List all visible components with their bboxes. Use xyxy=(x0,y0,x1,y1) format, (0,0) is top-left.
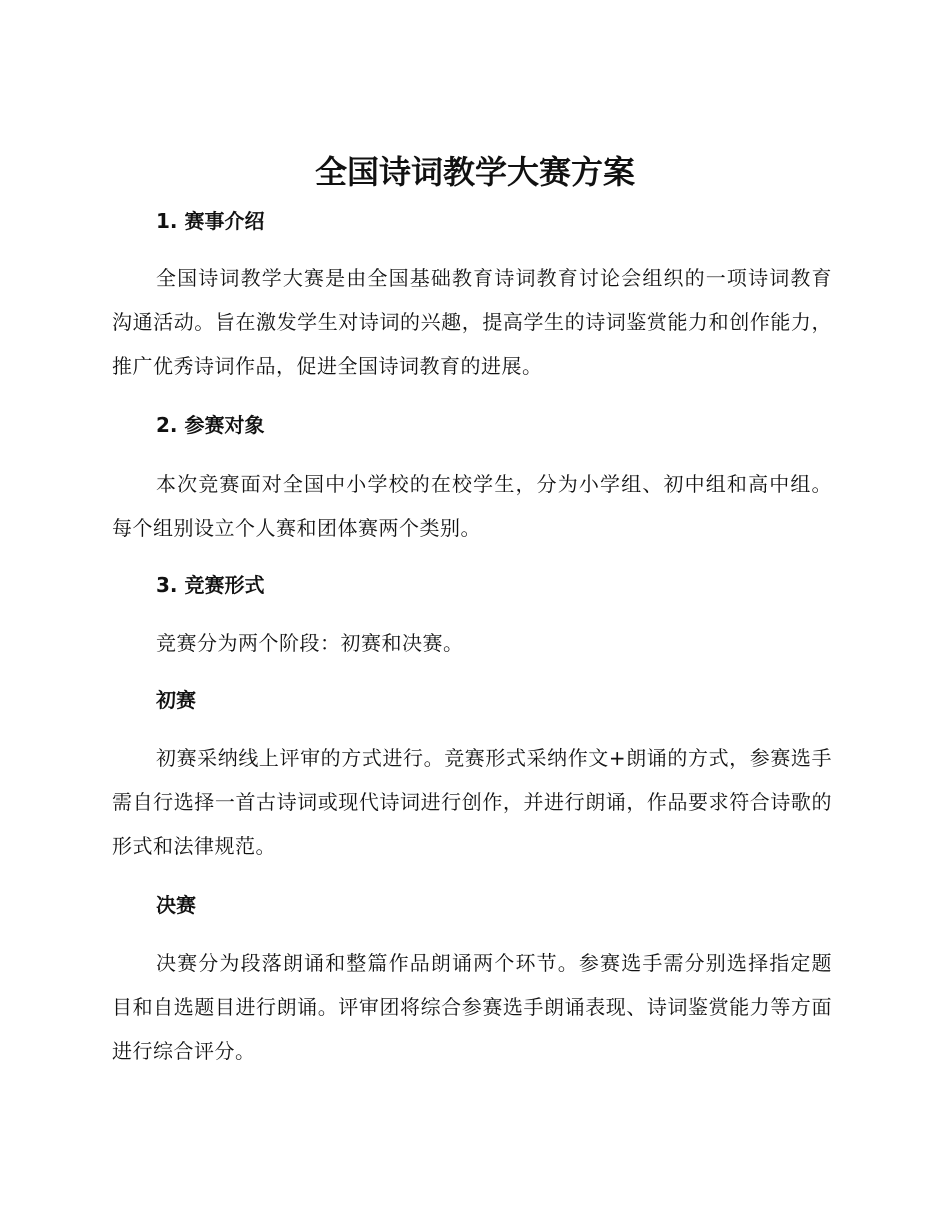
section-heading-final: 决赛 xyxy=(156,893,196,917)
section-heading-participants: 2. 参赛对象 xyxy=(156,413,265,437)
section-paragraph-format: 竞赛分为两个阶段：初赛和决赛。 xyxy=(156,631,464,655)
section-paragraph-participants: 本次竞赛面对全国中小学校的在校学生，分为小学组、初中组和高中组。每个组别设立个人赛和团体赛两个类别。 xyxy=(112,472,832,540)
section-paragraph-preliminary: 初赛采纳线上评审的方式进行。竞赛形式采纳作文+朗诵的方式，参赛选手需自行选择一首古诗词或现代诗词进行创作，并进行朗诵，作品要求符合诗歌的形式和法律规范。 xyxy=(112,746,832,858)
section-heading-preliminary: 初赛 xyxy=(156,688,196,712)
section-paragraph-intro: 全国诗词教学大赛是由全国基础教育诗词教育讨论会组织的一项诗词教育沟通活动。旨在激发学生对诗词的兴趣，提高学生的诗词鉴赏能力和创作能力，推广优秀诗词作品，促进全国诗词教育的进展。 xyxy=(112,266,832,378)
section-heading-format: 3. 竞赛形式 xyxy=(156,573,265,597)
document-title: 全国诗词教学大赛方案 xyxy=(314,153,635,191)
section-paragraph-final: 决赛分为段落朗诵和整篇作品朗诵两个环节。参赛选手需分别选择指定题目和自选题目进行朗诵。评审团将综合参赛选手朗诵表现、诗词鉴赏能力等方面进行综合评分。 xyxy=(112,951,832,1063)
section-heading-intro: 1. 赛事介绍 xyxy=(156,209,265,233)
